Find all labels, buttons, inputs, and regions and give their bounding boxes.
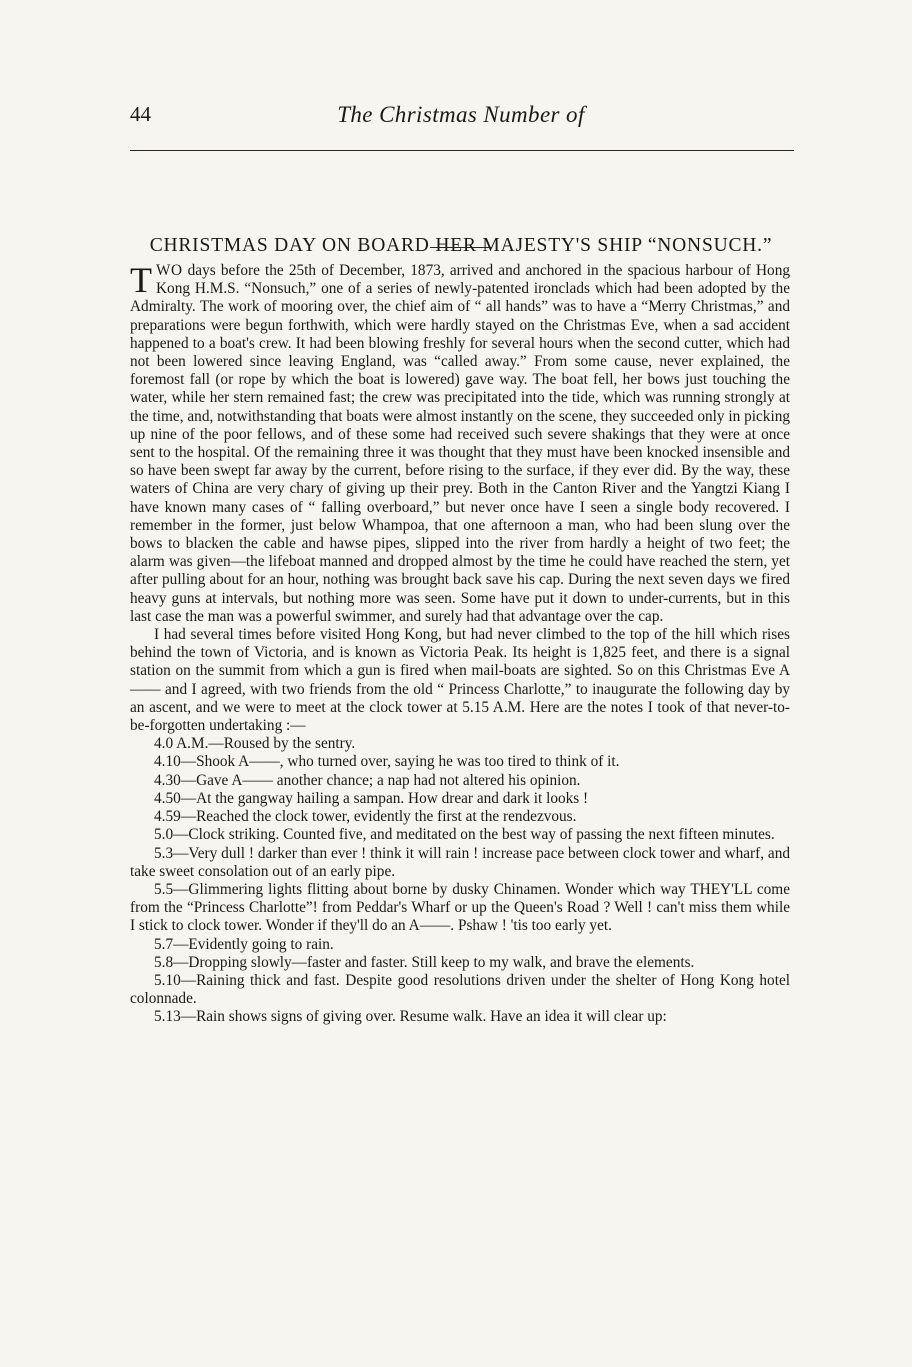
lead-word: WO [156, 262, 183, 279]
paragraph [130, 262, 790, 626]
note-entry: 5.3—Very dull ! darker than ever ! think it will rain ! increase pace between clock tower and wharf, and take sweet consolation out of an early pipe. [130, 844, 790, 880]
note-entry: 5.7—Evidently going to rain. [154, 935, 334, 953]
note-entry: 5.10—Raining thick and fast. Despite good resolutions driven under the shelter of Hong Kong hotel colonnade. [130, 971, 790, 1008]
paragraph: I had several times before visited Hong Kong, but had never climbed to the top of the hill which rises behind the town of Victoria, and is known as Victoria Peak. Its height is 1,825 feet, and there is a signal station on the summit from which a gun is fired when mail-boats are sighted. So on this Christmas Eve A—— and I agreed, with two friends from the old “ Princess Charlotte,” to inaugurate the following day by an ascent, and we were to meet at the clock tower at 5.15 A.M. Here are the notes I took of that never-to-be-forgotten undertaking :— [130, 626, 790, 735]
note-entry: 4.0 A.M.—Roused by the sentry. [154, 735, 356, 753]
paragraph-text: days before the 25th of December, 1873, arrived and anchored in the spacious harbour of Hong Kong H.M.S. “Nonsuch,” one of a series of newly-patented ironclads which had been adopted by the Admiralty. The work of mooring over, the chief aim of “ all hands” was to have a “Merry Christmas,” and preparations were begun forthwith, which were hardly stayed on the Christmas Eve, when a sad accident happened to a boat's crew. It had been blowing freshly for several hours when the second cutter, which had not been lowered since leaving England, was “called away.” From some cause, never explained, the foremost fall (or rope by which the boat is lowered) gave way. The boat fell, her bows just touching the water, while her stern remained fast; the crew was precipitated into the tide, which was running strongly at the time, and, notwithstanding that boats were almost instantly on the scene, they succeeded only in picking up nine of the poor fellows, and of these some had received such severe shakings that they were at once sent to the hospital. Of the remaining three it was thought that they must have been knocked insensible and so have been swept far away by the current, before rising to the surface, if they ever did. By the way, these waters of China are very chary of giving up their prey. Both in the Canton River and the Yangtzi Kiang I have known many cases of “ falling overboard,” but never once have I seen a single body recovered. I remember in the former, just below Whampoa, that one afternoon a man, who had been slung over the bows to blacken the cable and hawse pipes, slipped into the river from hardly a height of two feet; the alarm was given—the lifeboat manned and dropped almost by the time he could have reached the stern, yet after pulling about for an hour, nothing was brought back save his cap. During the next seven days we fired heavy guns at intervals, but nothing more was seen. Some have put it down to under-currents, but in this last case the man was a powerful swimmer, and surely had that advantage over the cap. [130, 262, 790, 625]
article-body [130, 262, 790, 1027]
running-head [130, 102, 792, 136]
page-number: 44 [130, 102, 151, 126]
header-rule [130, 150, 794, 151]
title-rule [430, 247, 492, 248]
note-entry: 5.13—Rain shows signs of giving over. Resume walk. Have an idea it will clear up: [154, 1008, 667, 1026]
note-entry: 4.50—At the gangway hailing a sampan. How drear and dark it looks ! [154, 789, 589, 807]
note-entry: 4.10—Shook A——, who turned over, saying he was too tired to think of it. [154, 753, 620, 771]
note-entry: 5.5—Glimmering lights flitting about borne by dusky Chinamen. Wonder which way THEY'LL come from the “Princess Charlotte”! from Peddar's Wharf or up the Queen's Road ? Well ! can't miss them while I stick to clock tower. Wonder if they'll do an A——. Pshaw ! 'tis too early yet. [130, 880, 790, 935]
note-entry: 5.0—Clock striking. Counted five, and meditated on the best way of passing the next fifteen minutes. [154, 826, 775, 844]
note-entry: 4.30—Gave A—— another chance; a nap had not altered his opinion. [154, 771, 581, 789]
note-entry: 5.8—Dropping slowly—faster and faster. Still keep to my walk, and brave the elements. [154, 953, 695, 971]
running-title: The Christmas Number of [337, 102, 585, 127]
article-title: CHRISTMAS DAY ON BOARD HER MAJESTY'S SHIP “NONSUCH.” [149, 235, 773, 256]
note-entry: 4.59—Reached the clock tower, evidently the first at the rendezvous. [154, 808, 577, 826]
drop-cap: T [130, 260, 152, 300]
